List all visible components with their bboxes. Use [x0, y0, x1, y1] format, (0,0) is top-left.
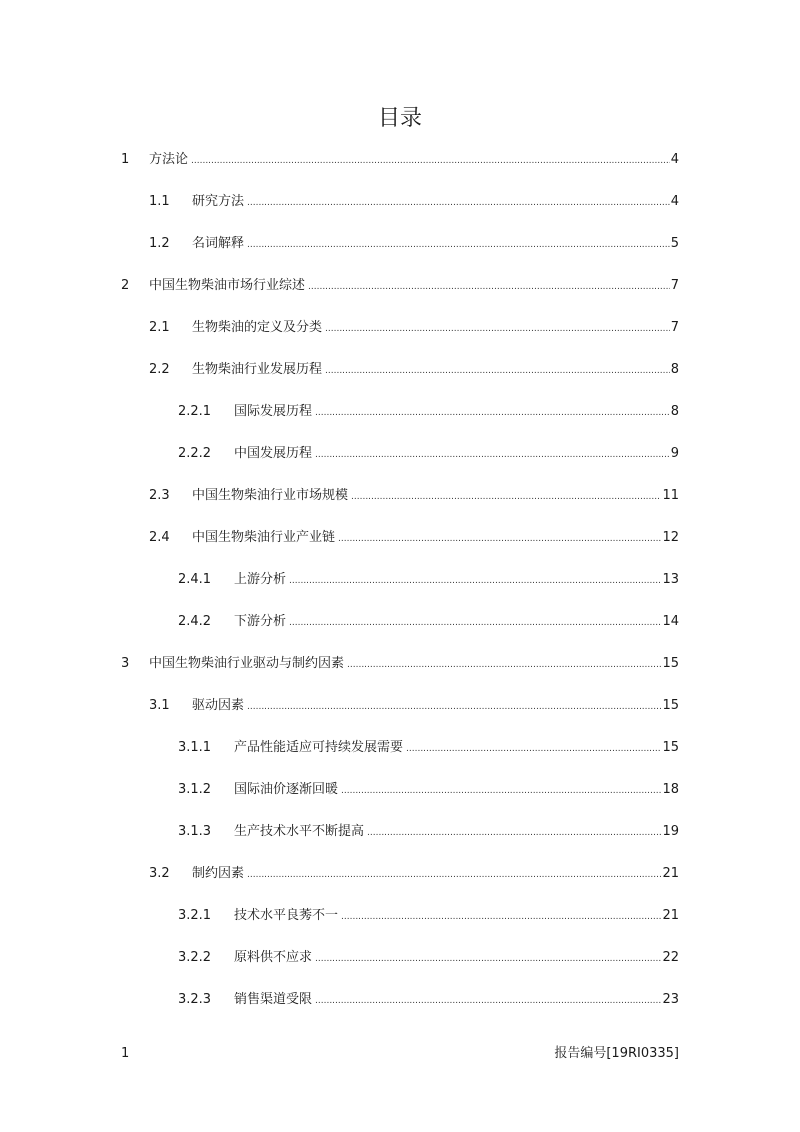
toc-entry-label[interactable]: 中国生物柴油行业市场规模	[192, 488, 349, 503]
toc-entry-page[interactable]: 14	[662, 614, 679, 629]
toc-entry-row[interactable]	[234, 945, 679, 972]
toc-entry-row[interactable]	[192, 189, 679, 216]
toc-entry-number: 3	[121, 656, 130, 671]
toc-leader-dots	[325, 316, 670, 342]
toc-entry-label[interactable]: 国际发展历程	[234, 404, 313, 419]
toc-entry-page[interactable]: 12	[662, 530, 679, 545]
toc-leader-dots	[341, 778, 661, 804]
toc-entry-label[interactable]: 中国发展历程	[234, 446, 313, 461]
toc-entry-row[interactable]	[234, 441, 679, 468]
toc-entry-label[interactable]: 上游分析	[234, 572, 287, 587]
toc-entry-label[interactable]: 方法论	[149, 152, 189, 167]
toc-entry-label[interactable]: 制约因素	[192, 866, 245, 881]
toc-entry-label[interactable]: 生产技术水平不断提高	[234, 824, 365, 839]
toc-entry-page[interactable]: 15	[662, 740, 679, 755]
toc-entry-number: 1.2	[149, 236, 170, 251]
toc-entry-number: 2.2.1	[178, 404, 212, 419]
toc-entry-row[interactable]	[149, 273, 679, 300]
toc-entry-row[interactable]	[234, 735, 679, 762]
toc-entry[interactable]	[0, 861, 800, 903]
toc-entry[interactable]	[0, 189, 800, 231]
toc-entry-label[interactable]: 生物柴油的定义及分类	[192, 320, 323, 335]
toc-leader-dots	[191, 148, 670, 174]
toc-entry[interactable]	[0, 819, 800, 861]
toc-entry-label[interactable]: 研究方法	[192, 194, 245, 209]
toc-entry-label[interactable]: 中国生物柴油行业驱动与制约因素	[149, 656, 345, 671]
footer-report-id: 报告编号[19RI0335]	[554, 1046, 679, 1061]
toc-entry[interactable]	[0, 525, 800, 567]
toc-entry-row[interactable]	[234, 987, 679, 1014]
toc-entry-page[interactable]: 23	[662, 992, 679, 1007]
toc-entry-label[interactable]: 下游分析	[234, 614, 287, 629]
toc-entry[interactable]	[0, 693, 800, 735]
toc-entry-page[interactable]: 21	[662, 866, 679, 881]
toc-entry-row[interactable]	[192, 315, 679, 342]
toc-entry-number: 2.4.1	[178, 572, 212, 587]
toc-entry-page[interactable]: 7	[670, 320, 679, 335]
toc-entry-row[interactable]	[234, 777, 679, 804]
toc-leader-dots	[315, 988, 661, 1014]
toc-entry-page[interactable]: 21	[662, 908, 679, 923]
toc-entry-number: 2.2	[149, 362, 170, 377]
toc-entry-page[interactable]: 8	[670, 404, 679, 419]
toc-entry-label[interactable]: 中国生物柴油行业产业链	[192, 530, 336, 545]
toc-entry-row[interactable]	[234, 903, 679, 930]
toc-entry-row[interactable]	[149, 651, 679, 678]
toc-entry-number: 3.1.2	[178, 782, 212, 797]
toc-entry-number: 3.1	[149, 698, 170, 713]
toc-entry-row[interactable]	[149, 147, 679, 174]
toc-entry-row[interactable]	[192, 231, 679, 258]
toc-entry-number: 1.1	[149, 194, 170, 209]
toc-entry-number: 3.2.2	[178, 950, 212, 965]
toc-entry-row[interactable]	[192, 483, 679, 510]
toc-leader-dots	[247, 862, 661, 888]
toc-leader-dots	[289, 610, 661, 636]
toc-entry-page[interactable]: 18	[662, 782, 679, 797]
toc-entry-row[interactable]	[192, 357, 679, 384]
toc-entry[interactable]	[0, 357, 800, 399]
toc-entry-page[interactable]: 9	[670, 446, 679, 461]
toc-entry-number: 3.2	[149, 866, 170, 881]
toc-entry-page[interactable]: 4	[670, 194, 679, 209]
toc-leader-dots	[315, 400, 670, 426]
toc-entry-page[interactable]: 5	[670, 236, 679, 251]
toc-leader-dots	[406, 736, 661, 762]
toc-entry-number: 3.2.3	[178, 992, 212, 1007]
toc-entry-page[interactable]: 13	[662, 572, 679, 587]
page-title: 目录	[377, 106, 422, 131]
toc-leader-dots	[247, 232, 670, 258]
toc-entry-row[interactable]	[192, 861, 679, 888]
toc-leader-dots	[347, 652, 661, 678]
toc-entry-label[interactable]: 技术水平良莠不一	[234, 908, 339, 923]
toc-entry-number: 1	[121, 152, 130, 167]
toc-entry-number: 3.1.1	[178, 740, 212, 755]
toc-entry-label[interactable]: 名词解释	[192, 236, 245, 251]
toc-leader-dots	[315, 946, 661, 972]
toc-entry-number: 2.4.2	[178, 614, 212, 629]
toc-entry-row[interactable]	[192, 693, 679, 720]
toc-entry-page[interactable]: 4	[670, 152, 679, 167]
toc-entry[interactable]	[0, 441, 800, 483]
toc-entry[interactable]	[0, 651, 800, 693]
toc-entry-page[interactable]: 8	[670, 362, 679, 377]
toc-entry-page[interactable]: 7	[670, 278, 679, 293]
toc-entry-page[interactable]: 15	[662, 698, 679, 713]
toc-entry-row[interactable]	[234, 819, 679, 846]
toc-entry[interactable]	[0, 735, 800, 777]
toc-entry[interactable]	[0, 231, 800, 273]
toc-entry-label[interactable]: 生物柴油行业发展历程	[192, 362, 323, 377]
toc-leader-dots	[367, 820, 661, 846]
toc-leader-dots	[341, 904, 661, 930]
toc-entry-page[interactable]: 22	[662, 950, 679, 965]
toc-entry-label[interactable]: 驱动因素	[192, 698, 245, 713]
toc-entry-page[interactable]: 19	[662, 824, 679, 839]
toc-entry-page[interactable]: 11	[662, 488, 679, 503]
toc-entry-label[interactable]: 销售渠道受限	[234, 992, 313, 1007]
toc-leader-dots	[315, 442, 670, 468]
toc-entry-page[interactable]: 15	[662, 656, 679, 671]
toc-entry[interactable]	[0, 987, 800, 1029]
toc-leader-dots	[338, 526, 661, 552]
toc-entry[interactable]	[0, 903, 800, 945]
toc-leader-dots	[325, 358, 670, 384]
toc-leader-dots	[247, 190, 670, 216]
toc-entry-row[interactable]	[234, 399, 679, 426]
toc-entry[interactable]	[0, 483, 800, 525]
toc-entry-row[interactable]	[234, 567, 679, 594]
toc-entry[interactable]	[0, 399, 800, 441]
toc-entry-label[interactable]: 中国生物柴油市场行业综述	[149, 278, 306, 293]
toc-entry-number: 2.4	[149, 530, 170, 545]
footer-page-number: 1	[121, 1046, 130, 1061]
toc-leader-dots	[308, 274, 670, 300]
toc-leader-dots	[351, 484, 661, 510]
table-of-contents	[0, 147, 800, 1029]
toc-entry-label[interactable]: 国际油价逐渐回暖	[234, 782, 339, 797]
toc-entry-label[interactable]: 产品性能适应可持续发展需要	[234, 740, 404, 755]
toc-entry[interactable]	[0, 273, 800, 315]
toc-entry[interactable]	[0, 777, 800, 819]
toc-entry[interactable]	[0, 945, 800, 987]
toc-entry-number: 2.2.2	[178, 446, 212, 461]
toc-entry[interactable]	[0, 147, 800, 189]
toc-entry-number: 2.3	[149, 488, 170, 503]
toc-entry-number: 3.2.1	[178, 908, 212, 923]
toc-entry-row[interactable]	[234, 609, 679, 636]
toc-entry[interactable]	[0, 567, 800, 609]
toc-entry-number: 3.1.3	[178, 824, 212, 839]
toc-entry[interactable]	[0, 315, 800, 357]
toc-entry-number: 2.1	[149, 320, 170, 335]
toc-entry-number: 2	[121, 278, 130, 293]
toc-leader-dots	[289, 568, 661, 594]
toc-entry-row[interactable]	[192, 525, 679, 552]
toc-entry[interactable]	[0, 609, 800, 651]
toc-leader-dots	[247, 694, 661, 720]
toc-entry-label[interactable]: 原料供不应求	[234, 950, 313, 965]
